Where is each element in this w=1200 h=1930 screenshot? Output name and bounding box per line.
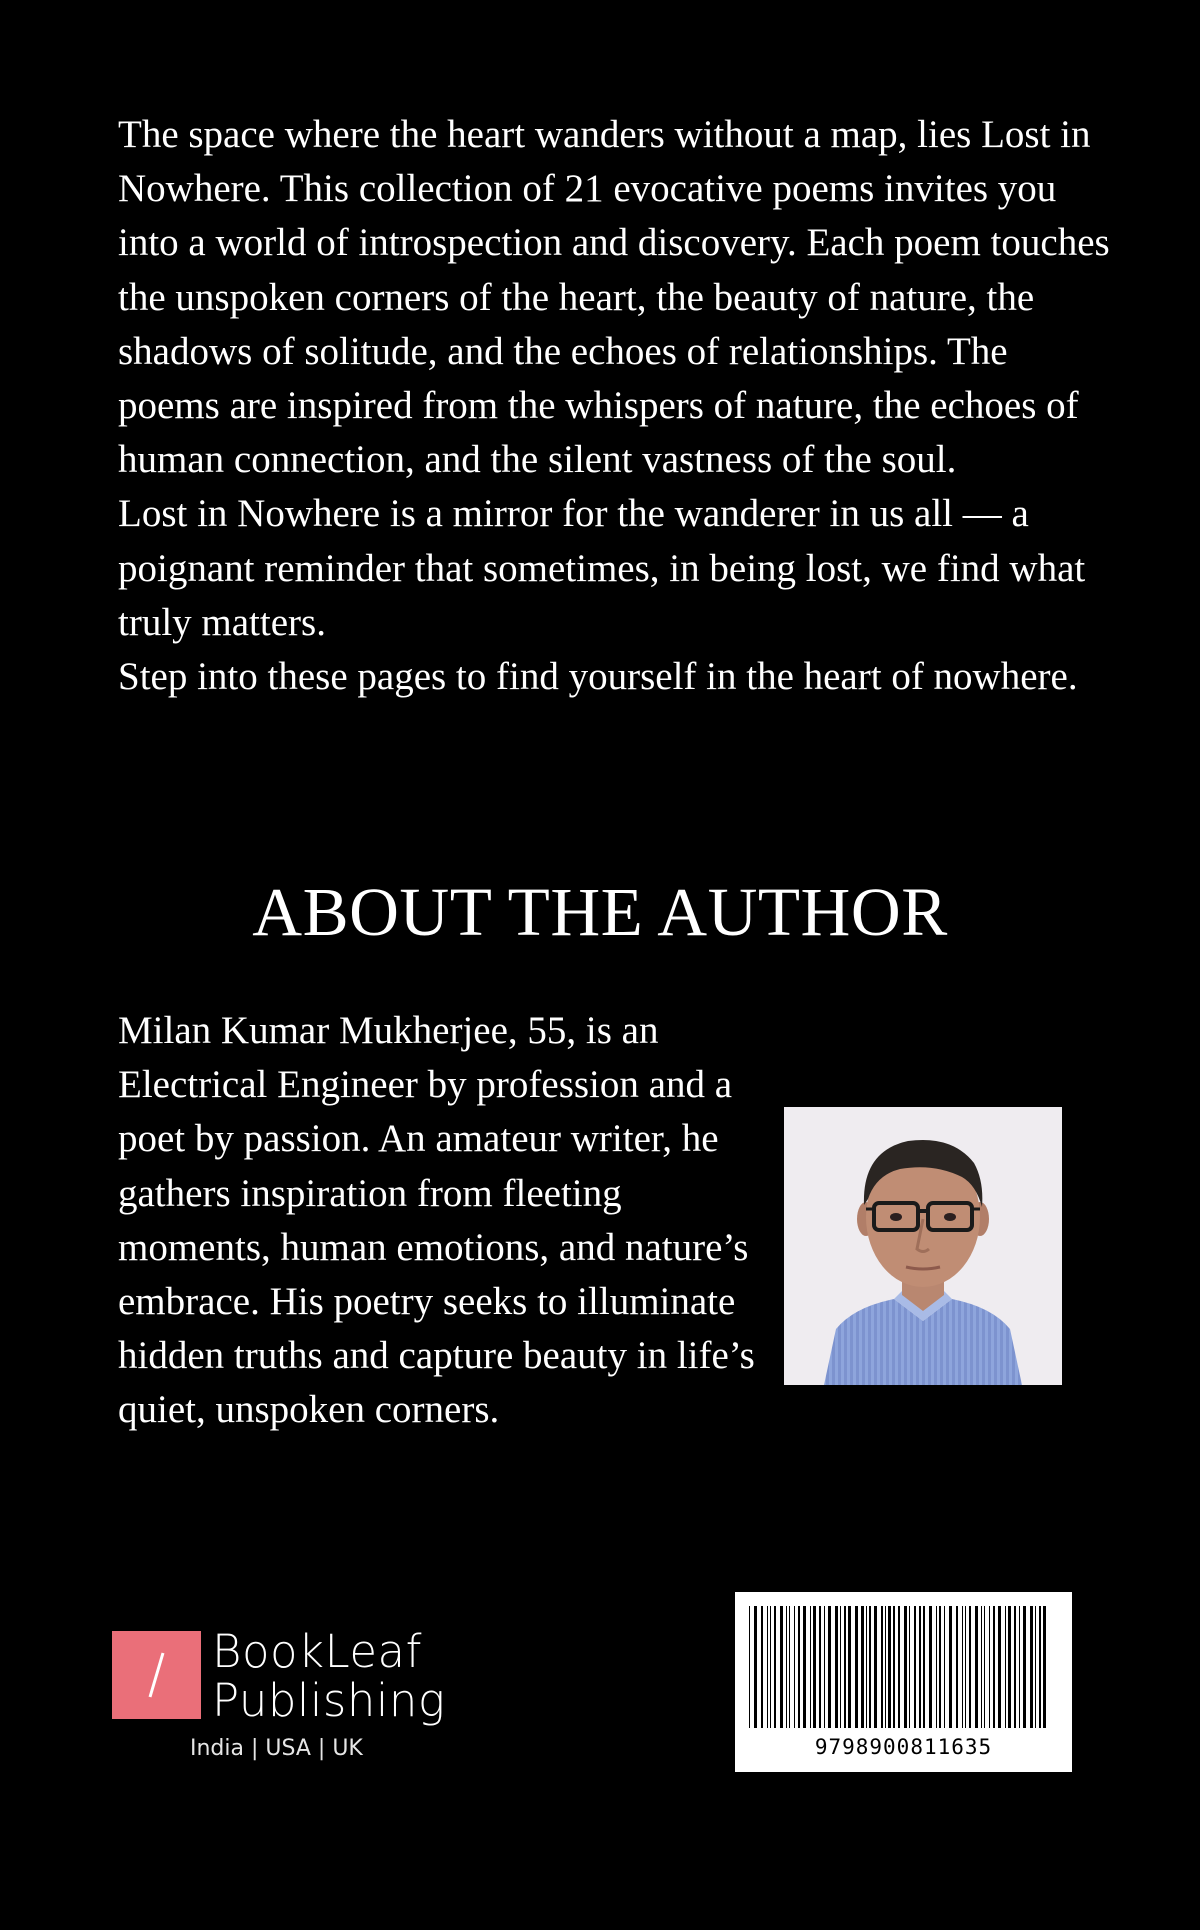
barcode-bar	[962, 1606, 963, 1728]
barcode-bar	[909, 1606, 910, 1728]
barcode-bar	[786, 1606, 787, 1728]
barcode-bar	[956, 1606, 958, 1728]
isbn-barcode	[735, 1592, 1072, 1772]
barcode-bar	[944, 1606, 945, 1728]
barcode-bar	[767, 1606, 768, 1728]
about-the-author-heading: ABOUT THE AUTHOR	[252, 874, 948, 950]
publisher-name-line2: Publishing	[212, 1674, 446, 1727]
barcode-bar	[949, 1606, 952, 1728]
barcode-bar	[1023, 1606, 1026, 1728]
barcode-bar	[798, 1606, 800, 1728]
barcode-bar	[885, 1606, 886, 1728]
barcode-bars	[735, 1592, 1072, 1732]
barcode-bar	[819, 1606, 821, 1728]
barcode-bar	[881, 1606, 883, 1728]
barcode-bar	[754, 1606, 757, 1728]
barcode-bar	[1005, 1606, 1006, 1728]
barcode-bar	[975, 1606, 978, 1728]
barcode-bar	[893, 1606, 895, 1728]
barcode-bar	[929, 1606, 932, 1728]
author-bio: Milan Kumar Mukherjee, 55, is an Electrical Engineer by profession and a poet by passion. An amateur writer, he gathers inspiration from fleeting moments, human emotions, and nature’s embrace. His poetry seeks to illuminate hidden truths and capture beauty in life’s quiet, unspoken corners.	[118, 1009, 755, 1432]
barcode-bar	[835, 1606, 838, 1728]
barcode-bar	[789, 1606, 790, 1728]
barcode-bar	[866, 1606, 867, 1728]
barcode-bar	[840, 1606, 841, 1728]
barcode-bar	[774, 1606, 776, 1728]
barcode-bar	[780, 1606, 783, 1728]
isbn-number: 9798900811635	[814, 1735, 993, 1759]
blurb-paragraph: Step into these pages to find yourself in the heart of nowhere.	[118, 655, 1078, 699]
blurb-paragraph: The space where the heart wanders without a map, lies Lost in Nowhere. This collection of 21 evocative poems invites you into a world of introspection and discovery. Each poem touches the unspoken corners of the heart, the beauty of nature, the shadows of solitude, and the echoes of relationships. The poems are inspired from the whispers of nature, the echoes of human connection, and the silent vastness of the soul.	[118, 113, 1110, 482]
back-cover-blurb	[118, 108, 1118, 704]
barcode-bar	[794, 1606, 795, 1728]
barcode-bar	[919, 1606, 921, 1728]
barcode-bar	[923, 1606, 925, 1728]
barcode-bar	[989, 1606, 990, 1728]
barcode-bar	[869, 1606, 871, 1728]
barcode-bar	[844, 1606, 846, 1728]
barcode-bar	[939, 1606, 941, 1728]
barcode-bar	[965, 1606, 966, 1728]
barcode-bar	[848, 1606, 851, 1728]
barcode-bar	[984, 1606, 985, 1728]
barcode-bar	[749, 1606, 750, 1728]
barcode-bar	[1035, 1606, 1036, 1728]
barcode-bar	[803, 1606, 806, 1728]
barcode-bar	[770, 1606, 771, 1728]
barcode-bar	[904, 1606, 907, 1728]
barcode-bar	[874, 1606, 877, 1728]
barcode-bar	[1008, 1606, 1011, 1728]
barcode-bar	[1043, 1606, 1046, 1728]
barcode-bar	[1030, 1606, 1033, 1728]
publisher-name-line1: BookLeaf	[212, 1625, 422, 1678]
barcode-bar	[981, 1606, 982, 1728]
barcode-bar	[824, 1606, 825, 1728]
barcode-bar	[761, 1606, 763, 1728]
barcode-bar	[993, 1606, 995, 1728]
publisher-logo	[112, 1625, 452, 1770]
barcode-bar	[1019, 1606, 1020, 1728]
barcode-bar	[1014, 1606, 1016, 1728]
barcode-bar	[898, 1606, 900, 1728]
barcode-bar	[861, 1606, 864, 1728]
barcode-bar	[1039, 1606, 1041, 1728]
barcode-bar	[810, 1606, 811, 1728]
barcode-bar	[914, 1606, 916, 1728]
author-photo	[784, 1107, 1062, 1385]
barcode-bar	[828, 1606, 831, 1728]
barcode-bar	[969, 1606, 971, 1728]
barcode-bar	[855, 1606, 858, 1728]
barcode-bar	[888, 1606, 891, 1728]
barcode-bar	[998, 1606, 1001, 1728]
publisher-regions: India | USA | UK	[190, 1736, 363, 1761]
publisher-logo-mark	[112, 1631, 201, 1719]
barcode-bar	[813, 1606, 816, 1728]
publisher-wordmark	[212, 1627, 445, 1725]
blurb-paragraph: Lost in Nowhere is a mirror for the wanderer in us all — a poignant reminder that sometimes, in being lost, we find what truly matters.	[118, 492, 1086, 644]
barcode-bar	[936, 1606, 937, 1728]
